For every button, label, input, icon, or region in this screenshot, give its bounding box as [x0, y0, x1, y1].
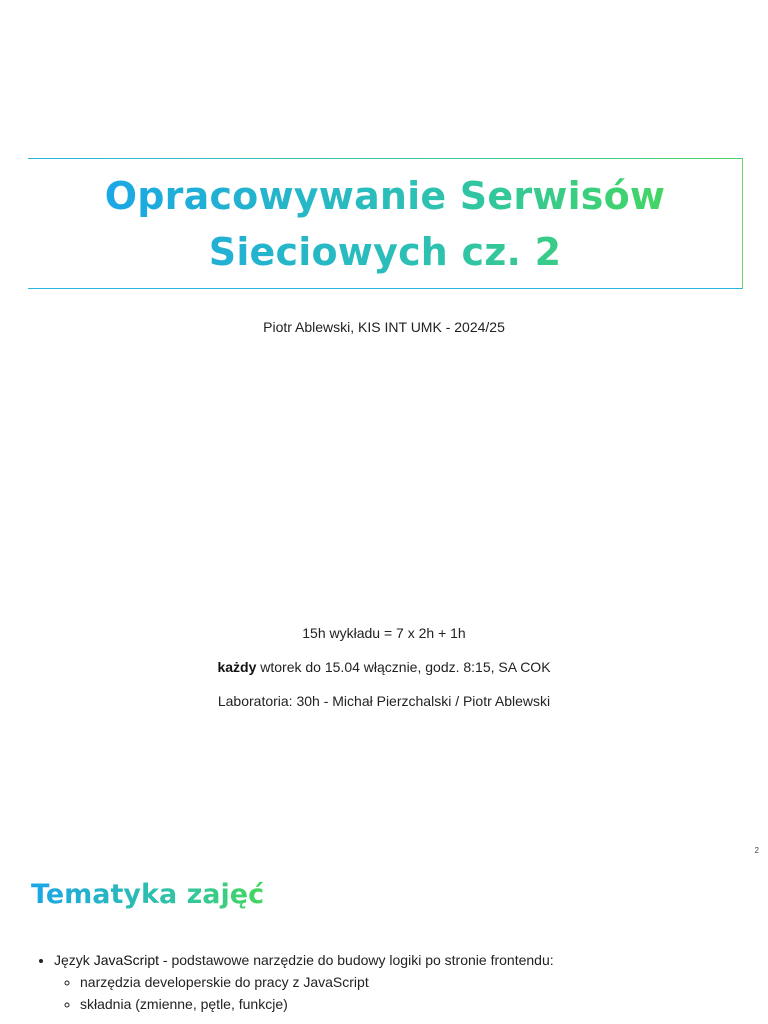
schedule-rest: wtorek do 15.04 włącznie, godz. 8:15, SA COK [256, 659, 551, 675]
item-prefix: Język [54, 952, 94, 968]
sub-list [54, 971, 554, 1024]
list-item [54, 949, 554, 1024]
page-number: 2 [754, 846, 759, 855]
author-line: Piotr Ablewski, KIS INT UMK - 2024/25 [263, 319, 505, 335]
schedule-bold: każdy [217, 659, 257, 675]
item-keyword: JavaScript [93, 952, 160, 968]
sub-list-item: ◦ narzędzia developerskie do pracy z JavaScript [80, 971, 554, 993]
sub-list-item: ◦ składnia (zmienne, pętle, funkcje) [80, 993, 554, 1015]
sub-list-item [80, 1015, 554, 1024]
title-box [28, 158, 743, 289]
schedule-line [0, 659, 768, 675]
hours-line: 15h wykładu = 7 x 2h + 1h [302, 625, 466, 641]
item-suffix: - podstawowe narzędzie do budowy logiki po stronie frontendu: [159, 952, 554, 968]
slide-title: Opracowywanie Serwisów Sieciowych cz. 2 [85, 168, 685, 280]
labs-line: Laboratoria: 30h - Michał Pierzchalski / Piotr Ablewski [217, 693, 551, 709]
section-title: Tematyka zajęć [31, 879, 265, 910]
topics-list [38, 949, 554, 1024]
